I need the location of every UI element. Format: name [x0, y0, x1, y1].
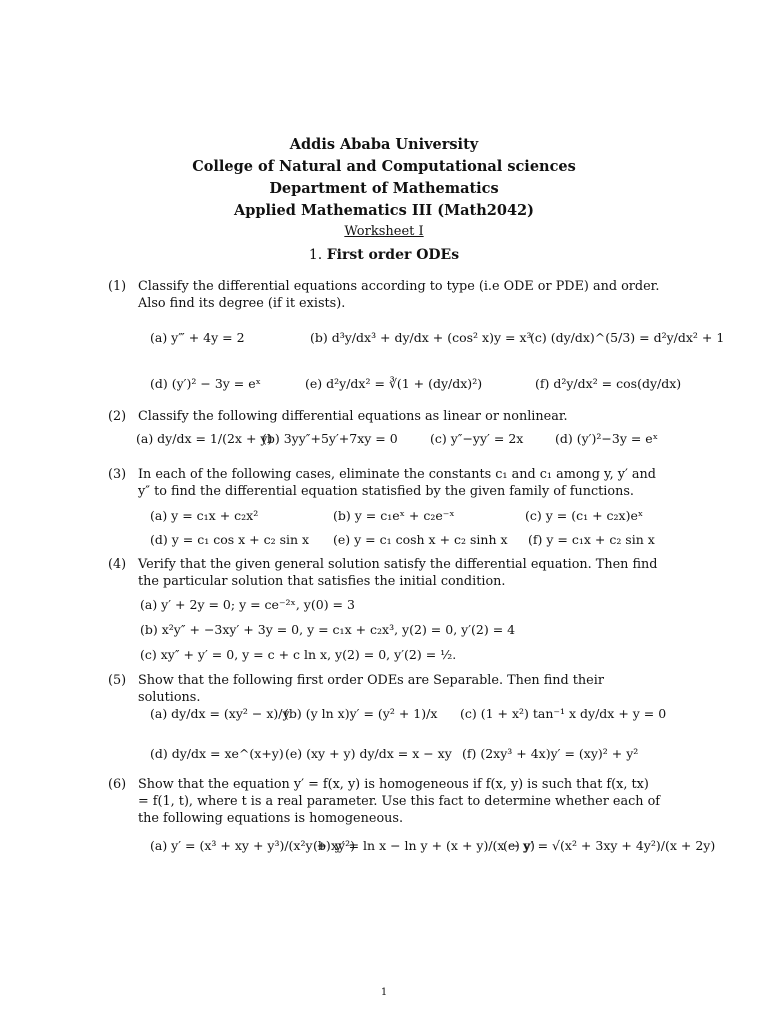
q3-item-d: (d) y = c₁ cos x + c₂ sin x	[150, 532, 310, 547]
question-text: Show that the equation y′ = f(x, y) is homogeneous if f(x, y) is such that f(x, tx) = f(1, t), where t is a real parameter. Use this fact to determine whether each of the following equations is homogeneous.	[138, 777, 661, 826]
document-header	[0, 134, 768, 263]
question-text: In each of the following cases, eliminate the constants c₁ and c₁ among y, y′ and y″ to find the differential equation statisfied by the given family of functions.	[138, 467, 656, 499]
q1-item-a: (a) y‴ + 4y = 2	[150, 330, 245, 345]
q6-item-c: (c) y′ = √(x² + 3xy + 4y²)/(x + 2y)	[503, 838, 716, 853]
q2-item-a: (a) dy/dx = 1/(2x + y)	[136, 431, 273, 446]
q4-item-c: (c) xy″ + y′ = 0, y = c + c ln x, y(2) = 0, y′(2) = ½.	[140, 647, 457, 662]
question-text: Show that the following first order ODEs are Separable. Then find their solutions.	[138, 673, 604, 705]
question-number: (6)	[108, 777, 127, 792]
worksheet-title: Worksheet I	[344, 224, 424, 239]
q3-item-e: (e) y = c₁ cosh x + c₂ sinh x	[333, 532, 508, 547]
q5-item-a: (a) dy/dx = (xy² − x)/y	[150, 706, 290, 721]
q3-item-a: (a) y = c₁x + c₂x²	[150, 508, 259, 523]
q5-item-d: (d) dy/dx = xe^(x+y)	[150, 746, 284, 761]
question-4	[108, 556, 663, 590]
section-number: 1.	[308, 247, 323, 263]
q3-item-b: (b) y = c₁eˣ + c₂e⁻ˣ	[333, 508, 455, 523]
page-number: 1	[380, 987, 388, 998]
department-name: Department of Mathematics	[269, 180, 499, 197]
q2-item-d: (d) (y′)²−3y = eˣ	[555, 431, 658, 446]
question-number: (2)	[108, 409, 127, 424]
q6-item-b: (b) y′ = ln x − ln y + (x + y)/(x − y)	[313, 838, 535, 853]
q2-item-b: (b) 3yy″+5y′+7xy = 0	[262, 431, 398, 446]
section-title: First order ODEs	[326, 247, 460, 263]
question-number: (3)	[108, 467, 127, 482]
course-title: Applied Mathematics III (Math2042)	[233, 202, 534, 219]
question-number: (1)	[108, 279, 127, 294]
q1-item-e: (e) d²y/dx² = ∛(1 + (dy/dx)²)	[305, 376, 483, 391]
college-name: College of Natural and Computational sciences	[192, 158, 576, 175]
question-1	[108, 278, 663, 312]
question-5	[108, 672, 663, 706]
question-number: (4)	[108, 557, 127, 572]
question-text: Classify the following differential equations as linear or nonlinear.	[138, 409, 568, 424]
q5-item-b: (b) (y ln x)y′ = (y² + 1)/x	[284, 706, 438, 721]
q4-item-b: (b) x²y″ + −3xy′ + 3y = 0, y = c₁x + c₂x³, y(2) = 0, y′(2) = 4	[140, 622, 516, 637]
question-text: Verify that the given general solution satisfy the differential equation. Then find the particular solution that satisfies the initial condition.	[138, 557, 658, 589]
section-heading	[0, 247, 768, 263]
q5-item-f: (f) (2xy³ + 4x)y′ = (xy)² + y²	[462, 746, 639, 761]
q1-item-b: (b) d³y/dx³ + dy/dx + (cos² x)y = x³	[310, 330, 532, 345]
question-number: (5)	[108, 673, 127, 688]
question-6	[108, 776, 663, 827]
q1-item-f: (f) d²y/dx² = cos(dy/dx)	[535, 376, 682, 391]
university-name: Addis Ababa University	[289, 136, 479, 153]
q3-item-f: (f) y = c₁x + c₂ sin x	[528, 532, 655, 547]
q6-item-a: (a) y′ = (x³ + xy + y³)/(x²y + xy²)	[150, 838, 355, 853]
question-text: Classify the differential equations according to type (i.e ODE or PDE) and order. Also find its degree (if it exists).	[138, 279, 660, 311]
q2-item-c: (c) y″−yy′ = 2x	[430, 431, 524, 446]
q5-item-e: (e) (xy + y) dy/dx = x − xy	[285, 746, 452, 761]
q1-item-c: (c) (dy/dx)^(5/3) = d²y/dx² + 1	[530, 330, 725, 345]
q1-item-d: (d) (y′)² − 3y = eˣ	[150, 376, 261, 391]
question-3	[108, 466, 663, 500]
q3-item-c: (c) y = (c₁ + c₂x)eˣ	[525, 508, 644, 523]
question-2	[108, 408, 663, 425]
q4-item-a: (a) y′ + 2y = 0; y = ce⁻²ˣ, y(0) = 3	[140, 597, 355, 612]
q5-item-c: (c) (1 + x²) tan⁻¹ x dy/dx + y = 0	[460, 706, 667, 721]
